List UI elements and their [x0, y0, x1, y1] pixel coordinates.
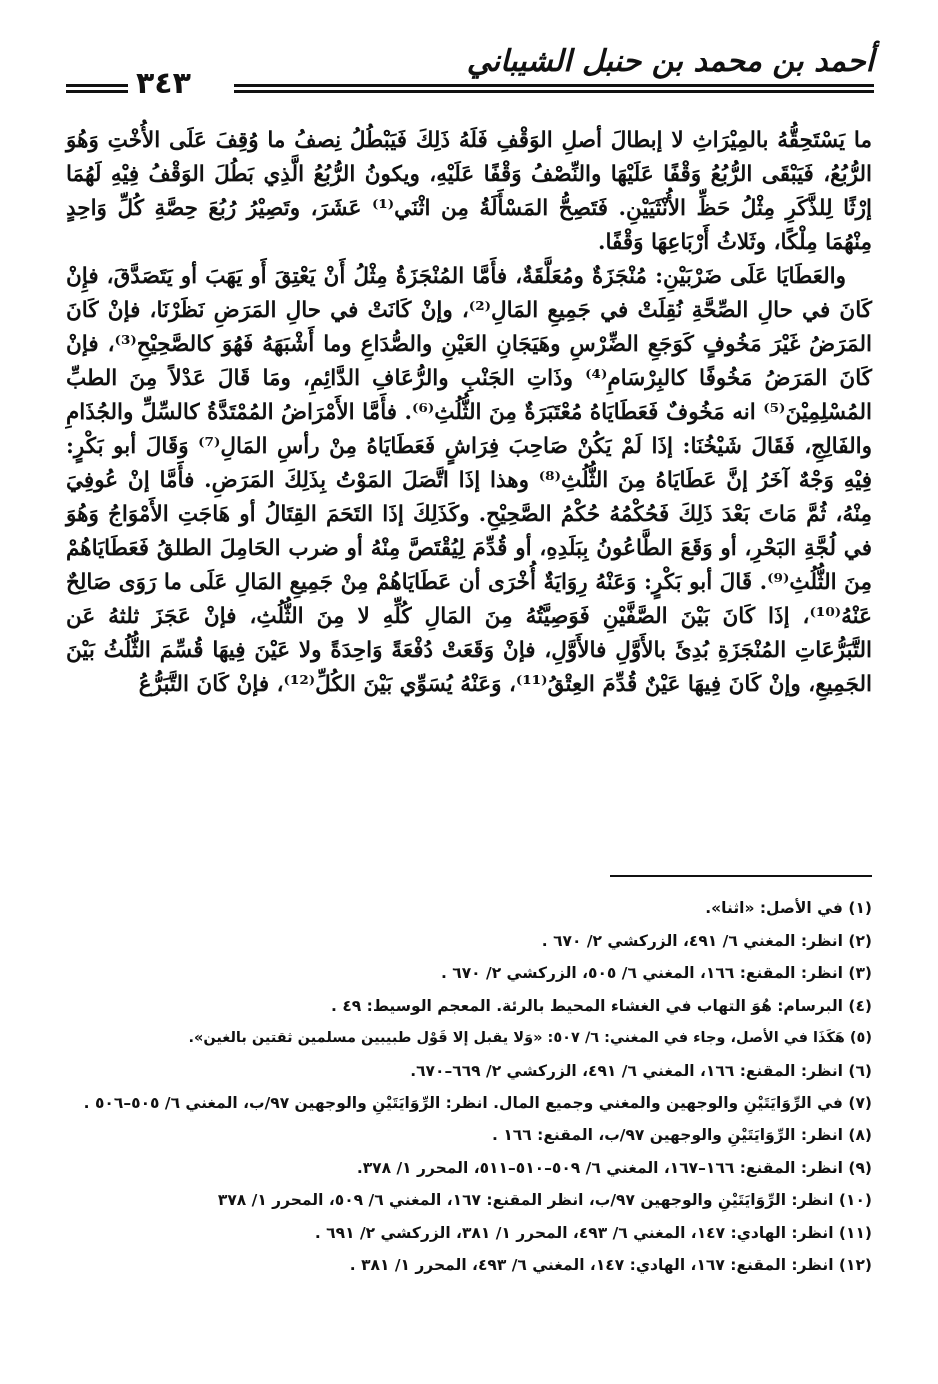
footnote: (٥) هَكَذَا في الأصل، وجاء في المغني: ٦/ ٥٠٧: «وَلا يقبل إلا قَوْل طبيبين مسلمين ثقتين بالغين».	[188, 1030, 872, 1046]
footnote: (١) في الأصل: «اثنا».	[705, 899, 872, 917]
paragraph: ما يَسْتَحِقُّهُ بالمِيْرَاثِ لا إبطالَ أصلِ الوَقْفِ فَلَهُ ذَلِكَ فَيَبْطُلُ نِصفُ ما وُقِفَ عَلَى الأُخْتِ وَهُوَ الرُّبُعُ، فَيَبْقَى الرُّبُعُ وَقْفًا عَلَيْهَا والنِّصْفُ وَقْفًا عَلَيْهِ، ويكونُ الرُّبُعُ الَّذِي بَطُلَ الوَقْفُ فِيْهِ لَهُمَا إرْثًا لِلذَّكَرِ مِثْلُ حَظِّ الأُنْثَيَيْنِ. فَتَصِحُّ المَسْأَلَةُ مِن اثْنَي⁽¹⁾ عَشَرَ، وتَصِيْرُ رُبُعَ حِصَّةِ كُلِّ وَاحِدٍ مِنْهُمَا مِلْكًا، وثَلاثُ أَرْبَاعِهَا وَقْفًا.	[66, 128, 872, 255]
footnote: (٣) انظر: المقنع: ١٦٦، المغني ٦/ ٥٠٥، الزركشي ٢/ ٦٧٠ .	[440, 964, 872, 982]
footnote: (٧) في الرِّوَايَتَيْنِ والوجهين والمغني وجميع المال. انظر: الرِّوَايَتَيْنِ والوجهين ٩٧/ب، المغني ٦/ ٥٠٥–٥٠٦ .	[83, 1094, 872, 1112]
paragraph: والعَطَايَا عَلَى ضَرْبَيْنِ: مُنْجَزَةٌ ومُعَلَّقَةٌ، فأَمَّا المُنْجَزَةُ مِثْلُ أَنْ يَعْتِقَ أَو يَهَبَ أو يَتَصَدَّقَ، فإِنْ كَانَ في حالِ الصِّحَّةِ نُقِلَتْ في جَمِيعِ المَالِ⁽²⁾، وإنْ كَانَتْ في حالِ المَرَضِ نَظَرْنَا، فإنْ كَانَ المَرَضُ غَيْرَ مَخُوفٍ كَوَجَعِ الضِّرْسِ وهَيَجَانِ العَيْنِ والصُّدَاعِ وما أَشْبَهَهُ فَهُوَ كالصَّحِيْحِ⁽³⁾، فإنْ كَانَ المَرَضُ مَخُوفًا كالبِرْسَامِ⁽⁴⁾ وذَاتِ الجَنْبِ والرُّعَافِ الدَّائِمِ، ومَا قَالَ عَدْلاً مِنَ الطبِّ المُسْلِمِيْنَ⁽⁵⁾ انه مَخُوفٌ فَعَطَايَاهُ مُعْتَبَرَةٌ مِنَ الثُّلُثِ⁽⁶⁾. فأَمَّا الأَمْرَاضُ المُمْتَدَّةُ كالسِّلِّ والجُذَامِ والفَالِجِ، فَقَالَ شَيْخُنَا: إذَا لَمْ يَكُنْ صَاحِبَ فِرَاشٍ فَعَطَايَاهُ مِنْ رأسِ المَالِ⁽⁷⁾ وَقَالَ أبو بَكْرٍ: فِيْهِ وَجْهٌ آخَرُ إنَّ عَطَايَاهُ مِنَ الثُّلُثِ⁽⁸⁾ وهذا إذَا اتَّصَلَ المَوْتُ بِذَلِكَ المَرَضِ. فأَمَّا إنْ عُوفِيَ مِنْهُ، ثُمَّ مَاتَ بَعْدَ ذَلِكَ فَحُكْمُهُ حُكْمُ الصَّحِيْحِ. وكَذَلِكَ إذَا التَحَمَ القِتَالُ أو هَاجَتِ الأَمْوَاجُ وَهُوَ في لُجَّةِ البَحْرِ، أو وَقَعَ الطَّاعُونُ بِبَلَدِهِ، أو قُدِّمَ لِيُقْتَصَّ مِنْهُ أو ضرب الحَامِلَ الطلقُ فَعَطَايَاهُمْ مِنَ الثُّلُثِ⁽⁹⁾. قَالَ أبو بَكْرٍ: وَعَنْهُ رِوَايَةٌ أُخْرَى أن عَطَايَاهُمْ مِنْ جَمِيعِ المَالِ عَلَى ما رَوَى صَالِحٌ عَنْهُ⁽¹⁰⁾، إذَا كَانَ بَيْنَ الصَّفَّيْنِ فَوَصِيَّتُهُ مِنَ المَالِ كُلِّهِ لا مِنَ الثُّلُثِ، فإنْ عَجَزَ ثلثهُ عَن التَّبَرُّعَاتِ المُنْجَزَةِ بُدِئَ بالأَوَّلِ فالأَوَّلِ، فإنْ وَقَعَتْ دُفْعَةً وَاحِدَةً ولا عَيْنَ فِيهَا قُسِّمَ الثُّلُثُ بَيْنَ الجَمِيعِ، وإنْ كَانَ فِيهَا عَيْنٌ قُدِّمَ العِتْقُ⁽¹¹⁾، وَعَنْهُ يُسَوِّي بَيْنَ الكُلِّ⁽¹²⁾، فإنْ كَانَ التَّبَرُّعُ	[66, 264, 872, 697]
footnote-divider	[610, 875, 872, 877]
footnotes	[66, 892, 872, 1282]
footnote: (١٢) انظر: المقنع: ١٦٧، الهادي: ١٤٧، المغني ٦/ ٤٩٣، المحرر ١/ ٣٨١ .	[349, 1256, 872, 1274]
footnote: (٩) انظر: المقنع: ١٦٦–١٦٧، المغني ٦/ ٥٠٩–٥١٠–٥١١، المحرر ١/ ٣٧٨.	[356, 1158, 872, 1177]
page-header	[66, 38, 874, 104]
header-rule-left	[66, 84, 128, 93]
footnote: (٢) انظر: المغني ٦/ ٤٩١، الزركشي ٢/ ٦٧٠ .	[541, 931, 872, 950]
footnote: (٤) البرسام: هُوَ التهاب في الغشاء المحيط بالرئة. المعجم الوسيط: ٤٩ .	[331, 996, 872, 1015]
footnote: (١١) انظر: الهادي: ١٤٧، المغني ٦/ ٤٩٣، المحرر ١/ ٣٨١، الزركشي ٢/ ٦٩١ .	[314, 1223, 872, 1242]
header-rule-right	[234, 84, 874, 93]
page-number: ٣٤٣	[136, 66, 191, 101]
footnote: (٦) انظر: المقنع: ١٦٦، المغني ٦/ ٤٩١، الزركشي ٢/ ٦٦٩–٦٧٠.	[410, 1061, 872, 1080]
footnote: (١٠) انظر: الرِّوَايَتَيْنِ والوجهين ٩٧/ب، انظر المقنع: ١٦٧، المغني ٦/ ٥٠٩، المحرر ١/ ٣٧٨	[217, 1191, 872, 1209]
footnote: (٨) انظر: الرِّوَايَتَيْنِ والوجهين ٩٧/ب، المقنع: ١٦٦ .	[492, 1126, 872, 1144]
main-text	[66, 124, 872, 702]
running-title: أحمد بن محمد بن حنبل الشيباني	[466, 44, 874, 79]
